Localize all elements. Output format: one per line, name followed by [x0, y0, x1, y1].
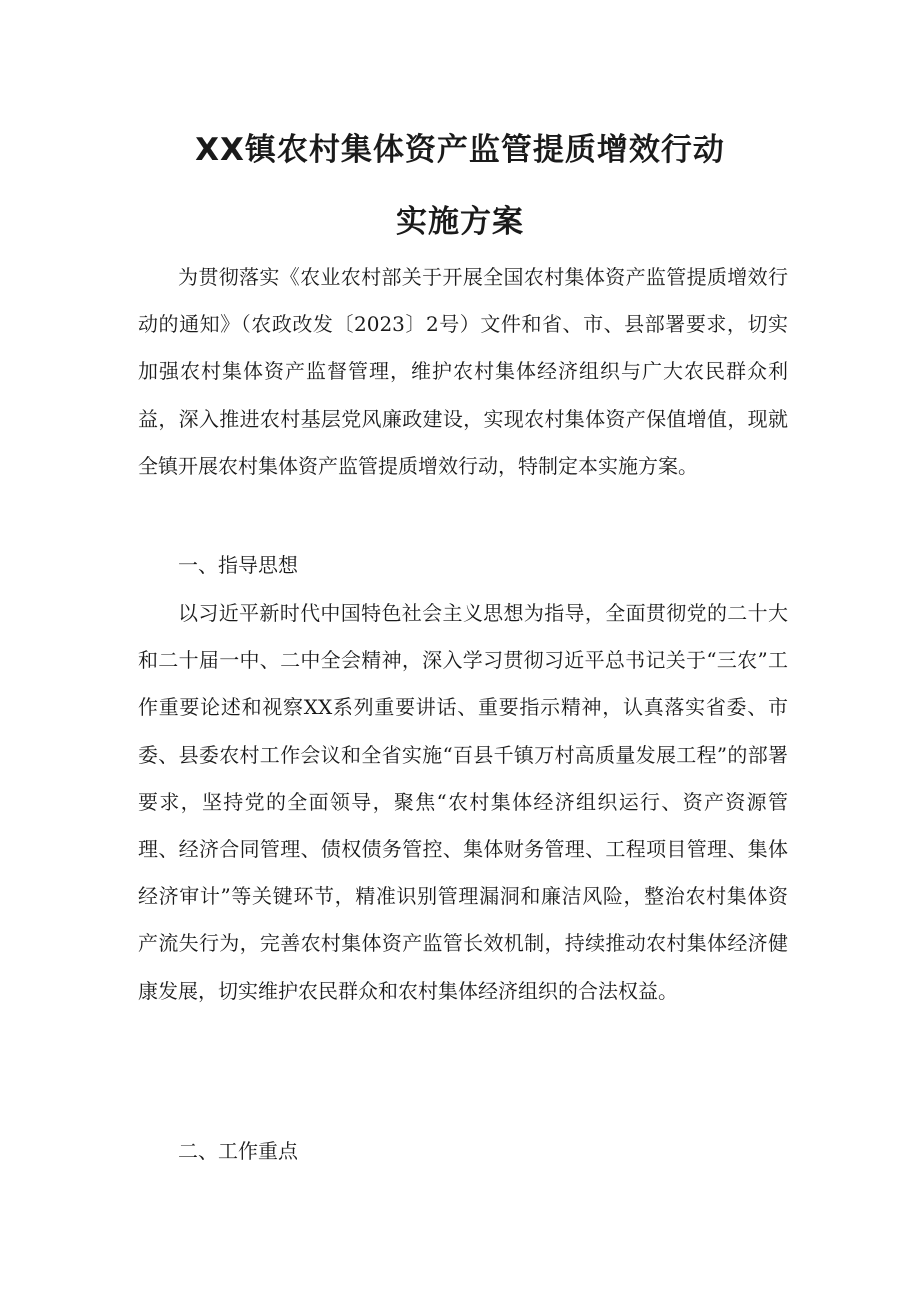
document-title-line-1: XX镇农村集体资产监管提质增效行动 [195, 132, 725, 168]
section-heading-guiding-ideology: 一、指导思想 [178, 553, 298, 577]
document-title-line-2: 实施方案 [396, 204, 524, 240]
section-heading-work-focus: 二、工作重点 [178, 1139, 298, 1163]
guiding-ideology-paragraph: 以习近平新时代中国特色社会主义思想为指导，全面贯彻党的二十大和二十届一中、二中全会精神，深入学习贯彻习近平总书记关于“三农”工作重要论述和视察XX系列重要讲话、重要指示精神，认真落实省委、市委、县委农村工作会议和全省实施“百县千镇万村高质量发展工程”的部署要求，坚持党的全面领导，聚焦“农村集体经济组织运行、资产资源管理、经济合同管理、债权债务管控、集体财务管理、工程项目管理、集体经济审计”等关键环节，精准识别管理漏洞和廉洁风险，整治农村集体资产流失行为，完善农村集体资产监管长效机制，持续推动农村集体经济健康发展，切实维护农民群众和农村集体经济组织的合法权益。 [138, 601, 788, 1003]
intro-paragraph: 为贯彻落实《农业农村部关于开展全国农村集体资产监管提质增效行动的通知》（农政改发〔2023〕2号）文件和省、市、县部署要求，切实加强农村集体资产监督管理，维护农村集体经济组织与广大农民群众利益，深入推进农村基层党风廉政建设，实现农村集体资产保值增值，现就全镇开展农村集体资产监管提质增效行动，特制定本实施方案。 [138, 265, 788, 478]
